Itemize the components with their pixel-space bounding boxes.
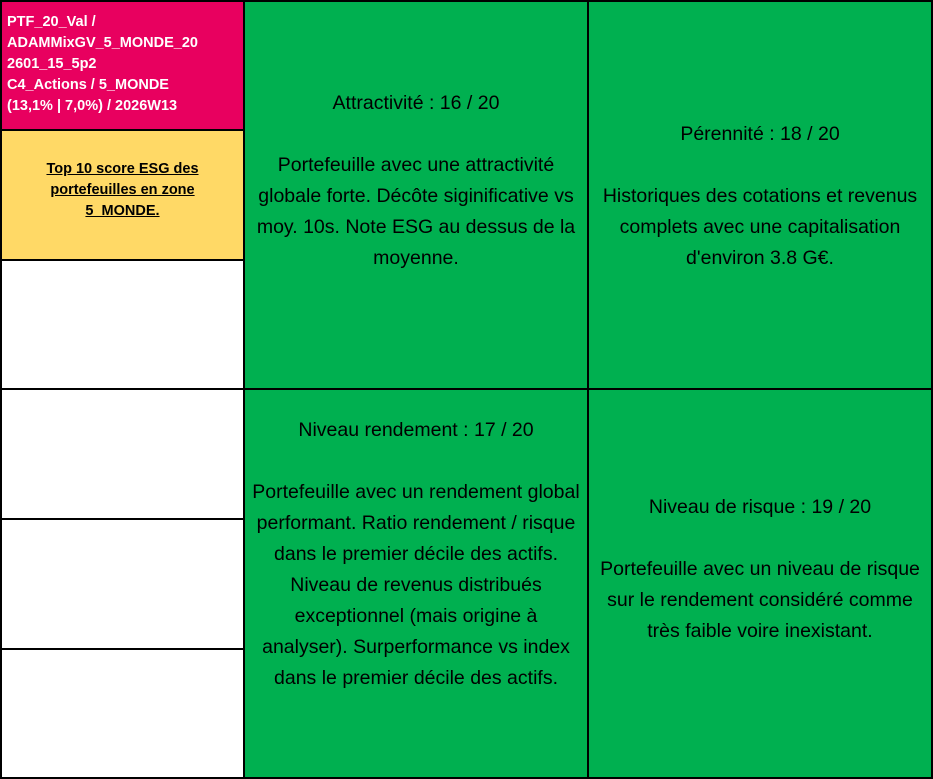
rendement-text: Portefeuille avec un rendement global performant. Ratio rendement / risque dans le premier décile des actifs. Niveau de revenus distribués exceptionnel (mais origine à analyser). Surperformance vs index dans le premier décile des actifs. — [252, 481, 580, 689]
perennite-text: Historiques des cotations et revenus complets avec une capitalisation d'environ 3.8 G€. — [602, 185, 918, 269]
empty-cell — [0, 388, 245, 520]
risque-card — [587, 388, 933, 779]
rendement-title: Niveau rendement : 17 / 20 — [298, 419, 534, 441]
risque-title: Niveau de risque : 19 / 20 — [648, 496, 872, 518]
attractivite-card — [243, 0, 589, 390]
header-line: ADAMMixGV_5_MONDE_20 — [7, 35, 198, 51]
risque-text: Portefeuille avec un niveau de risque sur le rendement considéré comme très faible voire inexistant. — [600, 558, 920, 642]
empty-cell — [0, 518, 245, 650]
esg-link-cell — [0, 129, 245, 261]
header-line: 2601_15_5p2 — [7, 56, 97, 72]
top10-esg-link[interactable]: Top 10 score ESG des portefeuilles en zone 5_MONDE. — [46, 161, 199, 219]
empty-cell — [0, 259, 245, 390]
attractivite-text: Portefeuille avec une attractivité globale forte. Décôte siginificative vs moy. 10s. Note ESG au dessus de la moyenne. — [256, 154, 576, 269]
empty-cell — [0, 648, 245, 779]
attractivite-title: Attractivité : 16 / 20 — [332, 92, 500, 114]
perennite-card — [587, 0, 933, 390]
header-line: C4_Actions / 5_MONDE — [7, 77, 169, 93]
perennite-title: Pérennité : 18 / 20 — [680, 123, 840, 145]
header-line: (13,1% | 7,0%) / 2026W13 — [7, 98, 178, 114]
rendement-card — [243, 388, 589, 779]
header-line: PTF_20_Val / — [7, 14, 96, 30]
portfolio-header — [0, 0, 245, 131]
